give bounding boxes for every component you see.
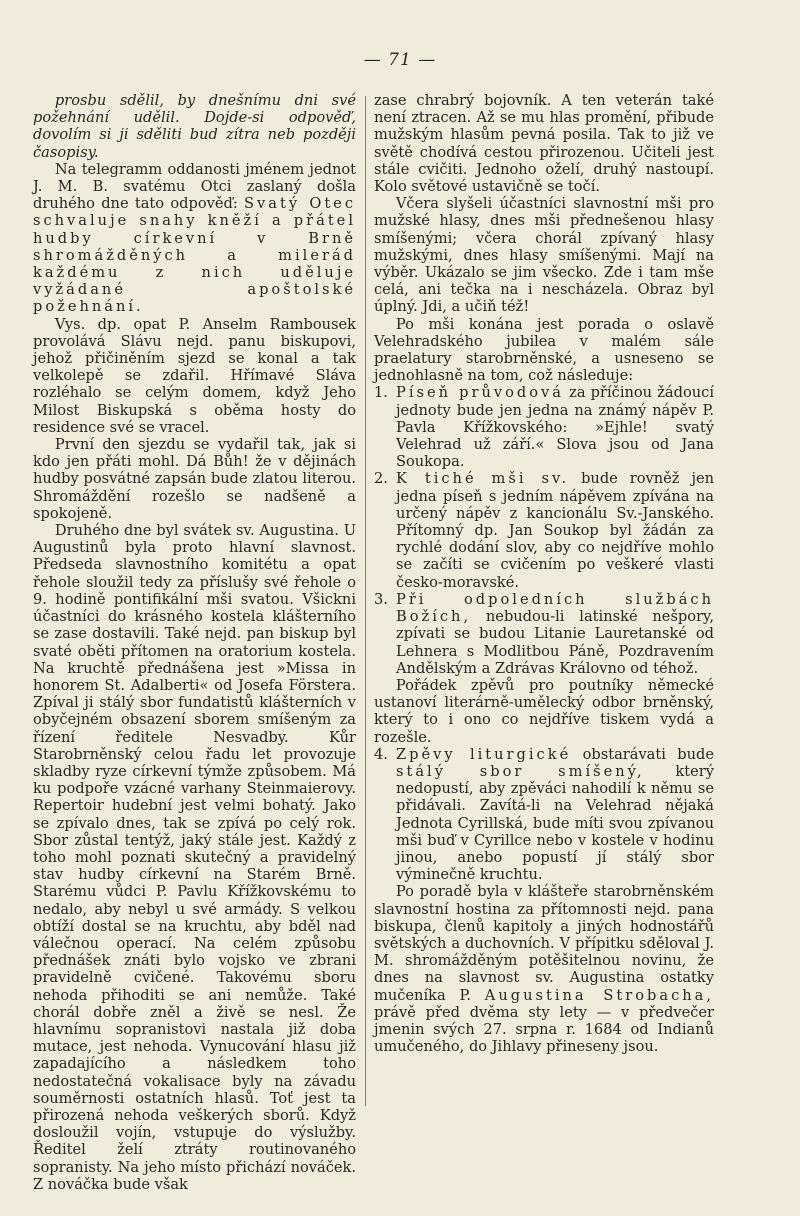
list-item	[374, 384, 714, 470]
paragraph: zase chrabrý bojovník. A ten veterán také není ztracen. Až se mu hlas promění, přibude mužským hlasům pevná posila. Tak to již ve světě chodívá cestou přirozenou. Učiteli jest stále cvičiti. Jednoho oželí, druhý nastoupí. Kolo světové ustavičně se točí.	[374, 92, 714, 196]
papal-reply: Svatý Otec schvaluje snahy kněží a přátel hudby církevní v Brně shromážděných a milerád každému z nich uděluje vyžádané apoštolské požehnání.	[33, 195, 356, 316]
list-lead: Zpěvy liturgické	[396, 745, 572, 763]
list-lead: Při odpoledních službách Božích,	[396, 590, 714, 626]
paragraph: Po mši konána jest porada o oslavě Velehradského jubilea v malém sále praelatury starobrněnské, a usneseno se jednohlasně na tom, což následuje:	[374, 315, 714, 385]
paragraph: Včera slyšeli účastníci slavnostní mši pro mužské hlasy, dnes mši přednešenou hlasy smíšenými; včera chorál zpívaný hlasy mužskými, dnes hlasy smíšenými. Mají na výběr. Ukázalo se jim všecko. Zde i tam mše celá, ani tečka na i nescházela. Obraz byl úplný. Jdi, a učiň též!	[374, 195, 714, 316]
column-divider	[365, 96, 366, 1106]
list-text: obstarávati bude	[571, 745, 715, 763]
list-text: který nedopustí, aby zpěváci nahodilí k němu se přidávali. Zavítá-li na Velehrad nějaká Jednota Cyrillská, bude míti svou zpívanou mši buď v Cyrillce nebo v kostele v hodinu jinou, anebo popustí jí stálý sbor výminečně kruchtu.	[396, 762, 714, 884]
list-item	[374, 470, 714, 590]
list-lead: K tiché mši sv.	[396, 470, 570, 488]
page-number: — 71 —	[363, 50, 437, 70]
paragraph: prosbu sdělil, by dnešnímu dni své požehnání udělil. Dojde-si odpověď, dovolím si ji sděliti bud zítra neb později časopisy.	[33, 92, 356, 161]
list-item	[374, 746, 714, 884]
paragraph-text: Po poradě byla v klášteře starobrněnském slavnostní hostina za přítomnosti nejd. pana biskupa, členů kapitoly a jiných hodnostářů světských a duchovních. V přípitku sděloval J. M. shromážděným potěšitelnou novinu, že dnes na slavnost sv. Augustina ostatky mučeníka P.	[374, 883, 714, 1004]
list-number: 4.	[374, 745, 388, 763]
list-text: bude rovněž jen jedna píseň s jedním nápěvem zpívána na určený nápěv z kancionálu Sv.-Janského. Přítomný dp. Jan Soukop byl žádán za rychlé dodání slov, aby co nejdříve mohlo se začíti se cvičením po veškeré vlasti česko-moravské.	[396, 470, 714, 591]
list-text: nebudou-li latinské nešpory, zpívati se budou Litanie Lauretanské od Lehnera s Modlitbou Páně, Pozdravením Andělským a Zdrávas Královno od téhož.	[396, 608, 714, 677]
resolution-list	[374, 746, 714, 884]
list-item	[374, 591, 714, 677]
paragraph-text: právě před dvěma sty lety — v předvečer jmenin svých 27. srpna r. 1684 od Indianů umučeného, do Jihlavy přineseny jsou.	[374, 1003, 714, 1056]
paragraph: Vys. dp. opat P. Anselm Rambousek provolává Slávu nejd. panu biskupovi, jehož přičiněním sjezd se konal a tak velkolepě se zdařil. Hřímavé Sláva rozléhalo se celým domem, když Jeho Milost Biskupská s oběma hosty do residence své se vracel.	[33, 315, 356, 436]
list-text: za příčinou žádoucí jednoty bude jen jedna na známý nápěv P. Pavla Křížkovského: »Ejhle! svatý Velehrad už září.« Slova jsou od Jana Soukopa.	[396, 384, 714, 471]
paragraph: Druhého dne byl svátek sv. Augustina. U Augustinů byla proto hlavní slavnost. Předseda slavnostního komitétu a opat řehole sloužil tedy za příslušy své řehole o 9. hodině pontifikální mši svatou. Všickni účastníci do krásného kostela klášterního se zase dostavili. Také nejd. pan biskup byl svaté oběti přítomen na oratorium kostela. Na kruchtě přednášena jest »Missa in honorem St. Adalberti« od Josefa Förstera. Zpíval ji stálý sbor fundatistů klášterních v obyčejném obsazení sborem smíšeným za řízení ředitele Nesvadby. Kůr Starobrněnský celou řadu let provozuje skladby ryze církevní týmže způsobem. Má ku podpoře vzácné varhany Steinmaierovy. Repertoir hudební jest velmi bohatý. Jako se zpívalo dnes, tak se zpívá po celý rok. Sbor zůstal tentýž, jaký stále jest. Každý z toho mohl poznati skutečný a pravidelný stav hudby církevní na Starém Brně. Starému vůdci P. Pavlu Křížkovskému to nedalo, aby nebyl u své armády. S velkou obtíží dostal se na kruchtu, aby bděl nad válečnou operací. Na celém způsobu přednášek znáti bylo vojsko ve zbrani pravidelně cvičené. Takovému sboru nehoda přihoditi se ani nemůže. Také chorál dobře zněl a živě se nesl. Že hlavnímu sopranistovi nastala již doba mutace, jest nehoda. Vynucování hlasu již zapadajícího a následkem toho nedostatečná vokalisace byly na závadu souměrnosti ostatních hlasů. Toť jest ta přirozená nehoda veškerých sborů. Když dosloužil vojín, vstupuje do výslužby. Ředitel želí ztráty routinovaného sopranisty. Na jeho místo přichází nováček. Z nováčka bude však	[33, 522, 356, 1193]
list-number: 3.	[374, 590, 388, 608]
paragraph: První den sjezdu se vydařil tak, jak si kdo jen přáti mohl. Dá Bůh! že v dějinách hudby posvátné zapsán bude zlatou literou. Shromáždění rozešlo se nadšeně a spokojeně.	[33, 436, 356, 522]
resolution-list	[374, 384, 714, 676]
paragraph-text: Na telegramm oddanosti jménem jednot J. M. B. svatému Otci zaslaný došla druhého dne tato odpověď:	[33, 160, 356, 213]
martyr-name: Augustina Strobacha,	[484, 986, 714, 1004]
paragraph: Pořádek zpěvů pro poutníky německé ustanoví literárně-umělecký odbor brněnský, který to i ono co nejdříve tiskem vydá a rozešle.	[374, 676, 714, 746]
list-lead: Píseň průvodová	[396, 384, 564, 402]
list-number: 1.	[374, 384, 388, 402]
paragraph	[33, 161, 356, 316]
paragraph	[374, 883, 714, 1055]
left-column	[33, 92, 356, 1193]
list-lead: stálý sbor smíšený,	[396, 762, 645, 780]
list-number: 2.	[374, 470, 388, 488]
right-column	[374, 92, 714, 1055]
